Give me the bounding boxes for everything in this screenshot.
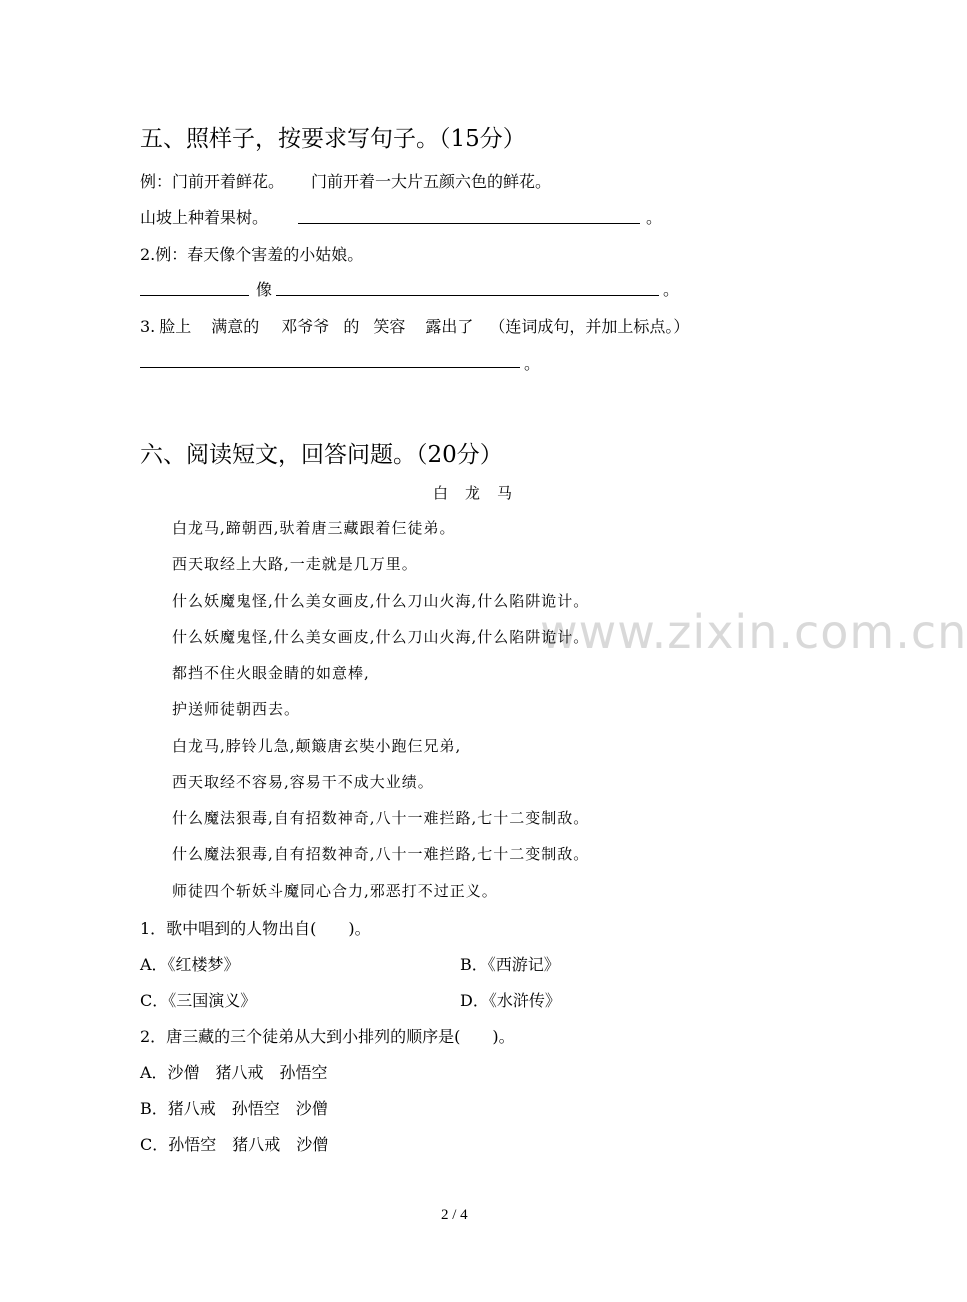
q3-word: 的 (343, 317, 360, 336)
section-5-heading: 五、照样子，按要求写句子。（15分） (140, 126, 526, 152)
q2-option-a[interactable]: A．沙僧 猪八戒 孙悟空 (140, 1063, 328, 1082)
example-answer: 门前开着一大片五颜六色的鲜花。 (311, 172, 552, 191)
poem-line: 白龙马,蹄朝西,驮着唐三藏跟着仨徒弟。 (172, 519, 456, 537)
q1-option-c[interactable]: C．《三国演义》 (140, 991, 257, 1010)
q3-instruction: （连词成句，并加上标点。） (489, 317, 690, 336)
q3-word: 满意的 (211, 317, 260, 336)
page-number: 2 / 4 (441, 1207, 468, 1223)
q1-option-a[interactable]: A．《红楼梦》 (140, 955, 240, 974)
q2-option-b[interactable]: B．猪八戒 孙悟空 沙僧 (140, 1099, 328, 1118)
example-line (140, 169, 551, 192)
example-label: 例：门前开着鲜花。 (140, 172, 285, 191)
q3-number: 3. (140, 317, 156, 336)
poem-line: 什么魔法狠毒,自有招数神奇,八十一难拦路,七十二变制敌。 (172, 809, 590, 827)
q2-end-period: 。 (663, 280, 680, 299)
q2-example: 2.例：春天像个害羞的小姑娘。 (140, 245, 364, 264)
question-2: 2．唐三藏的三个徒弟从大到小排列的顺序是( )。 (140, 1027, 515, 1046)
section-6-heading: 六、阅读短文，回答问题。（20分） (140, 442, 503, 468)
q2-mid-word: 像 (256, 280, 273, 299)
poem-line: 什么妖魔鬼怪,什么美女画皮,什么刀山火海,什么陷阱诡计。 (172, 628, 590, 646)
q3-word-line (140, 314, 689, 337)
q3-word: 露出了 (425, 317, 474, 336)
poem-line: 什么魔法狠毒,自有招数神奇,八十一难拦路,七十二变制敌。 (172, 845, 590, 863)
question-1: 1．歌中唱到的人物出自( )。 (140, 919, 371, 938)
q1-answer-line[interactable] (298, 223, 640, 224)
q1-sentence: 山坡上种着果树。 (140, 208, 269, 227)
watermark-text: www.zixin.com.cn (540, 605, 967, 659)
q2-option-c[interactable]: C．孙悟空 猪八戒 沙僧 (140, 1135, 329, 1154)
poem-line: 师徒四个斩妖斗魔同心合力,邪恶打不过正义。 (172, 882, 498, 900)
q3-word: 脸上 (159, 317, 192, 336)
q1-option-d[interactable]: D．《水浒传》 (460, 991, 561, 1010)
q2-answer-line-2[interactable] (276, 295, 659, 296)
poem-line: 西天取经上大路,一走就是几万里。 (172, 555, 418, 573)
q3-word: 笑容 (373, 317, 406, 336)
q3-answer-line[interactable] (140, 367, 520, 368)
q3-word: 邓爷爷 (281, 317, 330, 336)
q1-option-b[interactable]: B．《西游记》 (460, 955, 560, 974)
poem-line: 什么妖魔鬼怪,什么美女画皮,什么刀山火海,什么陷阱诡计。 (172, 592, 590, 610)
q2-answer-line-1[interactable] (140, 295, 249, 296)
q1-end-period: 。 (646, 208, 663, 227)
poem-line: 白龙马,脖铃儿急,颠簸唐玄奘小跑仨兄弟, (172, 737, 462, 755)
poem-line: 都挡不住火眼金睛的如意棒, (172, 664, 370, 682)
poem-line: 护送师徒朝西去。 (172, 700, 301, 718)
poem-title: 白 龙 马 (433, 484, 514, 502)
q3-end-period: 。 (524, 354, 541, 373)
poem-line: 西天取经不容易,容易干不成大业绩。 (172, 773, 434, 791)
